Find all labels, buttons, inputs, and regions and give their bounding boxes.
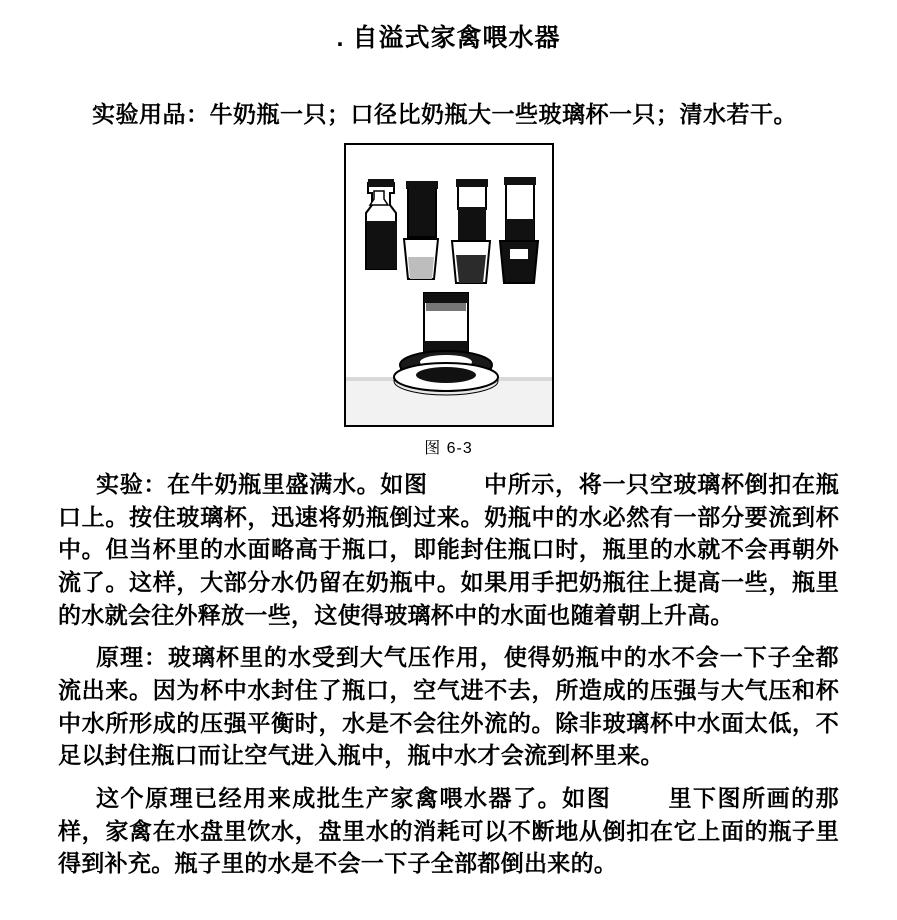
- step4-inverted: [500, 177, 538, 283]
- page-title: . 自溢式家禽喂水器: [336, 24, 561, 52]
- paragraph-application-lead: 这个原理已经用来成批生产家禽喂水器了。如图: [96, 784, 612, 811]
- paragraph-application-rest: 里下图所画的那样，家禽在水盘里饮水，盘里水的消耗可以不断地从倒扣在它上面的瓶子里得到补充。瓶子里的水是不会一下子全部都倒出来的。: [58, 784, 839, 877]
- figure-caption: 图 6-3: [424, 440, 473, 457]
- paragraph-principle-lead: 原理：玻璃杯里的水受到大气压作用，使得奶瓶中的水不会一下子全都流出来。因为杯中水封住了瓶口，空气进不去，所造成的压强与大气压和杯中水所形成的压强平衡时，水是不会往外流的。除非玻璃杯中水面太低，不足以封住瓶口而让空气进入瓶中，瓶中水才会流到杯里来。: [58, 644, 839, 769]
- figure-image: [344, 143, 554, 427]
- document-page: [0, 18, 897, 920]
- figure-block: [0, 143, 897, 458]
- materials-line: 实验用品：牛奶瓶一只；口径比奶瓶大一些玻璃杯一只；清水若干。: [92, 101, 797, 127]
- paragraph-experiment-rest: 中所示，将一只空玻璃杯倒扣在瓶口上。按住玻璃杯，迅速将奶瓶倒过来。奶瓶中的水必然有一部分要流到杯中。但当杯里的水面略高于瓶口，即能封住瓶口时，瓶里的水就不会再朝外流了。这样，大部分水仍留在奶瓶中。如果用手把奶瓶往上提高一些，瓶里的水就会往外释放一些，这使得玻璃杯中的水面也随着朝上升高。: [58, 471, 839, 628]
- paragraph-experiment: [58, 468, 839, 631]
- paragraph-experiment-lead: 实验：在牛奶瓶里盛满水。如图: [96, 471, 428, 497]
- step1-bottle: [366, 179, 397, 269]
- paragraph-principle: [58, 641, 839, 772]
- waterer-illustration-svg: [346, 145, 552, 425]
- body-text: [0, 468, 897, 880]
- step2-cup-on-bottle: [404, 181, 438, 279]
- paragraph-application: [58, 782, 839, 880]
